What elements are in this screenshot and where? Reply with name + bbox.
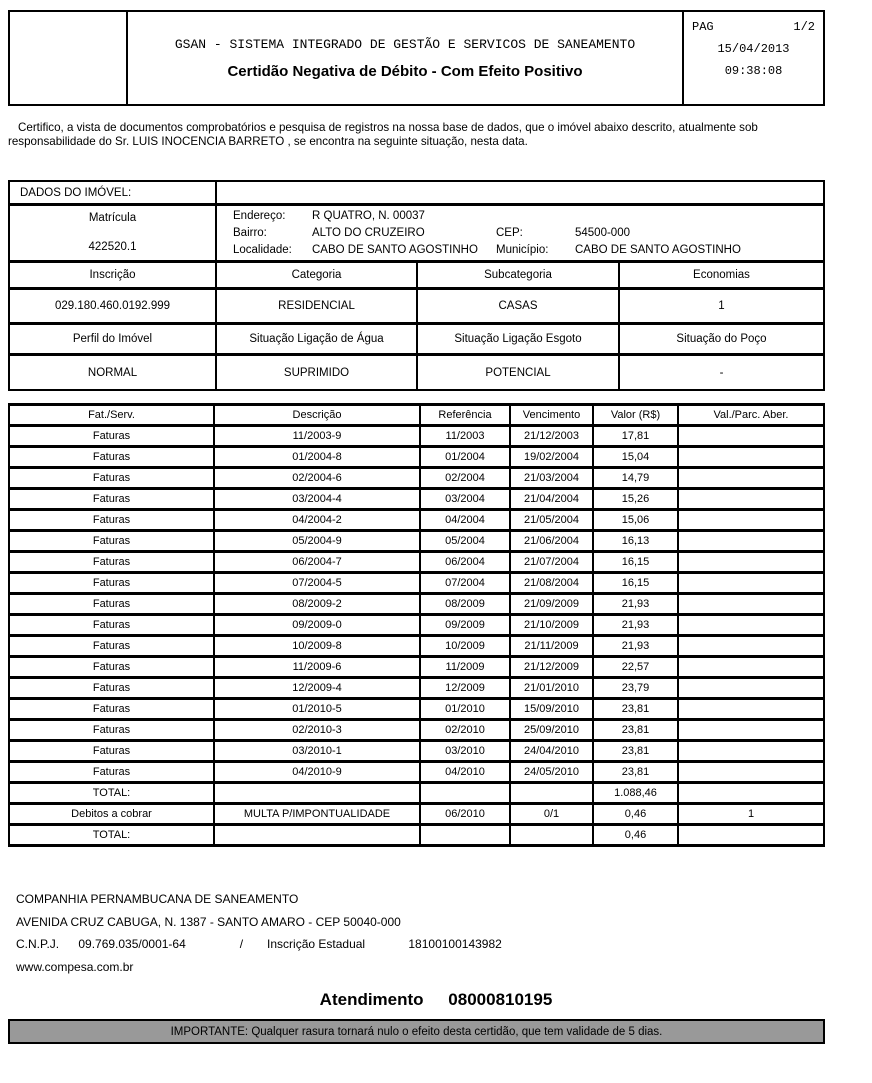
table-cell: 16,15 [593,552,678,573]
table-cell: 15/09/2010 [510,699,593,720]
inscricao-estadual-label: Inscrição Estadual [267,937,366,951]
table-cell: 12/2009-4 [214,678,420,699]
situacao-agua-header: Situação Ligação de Água [217,325,418,353]
table-cell: 21/08/2004 [510,573,593,594]
table-cell: 23,81 [593,762,678,783]
table-cell: 1.088,46 [593,783,678,804]
table-cell [678,573,824,594]
table-cell: 05/2004-9 [214,531,420,552]
cnpj-line [16,933,502,956]
table-cell: 21/01/2010 [510,678,593,699]
table-cell: 07/2004-5 [214,573,420,594]
table-cell [678,741,824,762]
table-cell: 14,79 [593,468,678,489]
table-cell: 02/2010-3 [214,720,420,741]
page-info-box [684,12,823,104]
table-cell: 01/2010 [420,699,510,720]
situacao-agua-value: SUPRIMIDO [217,356,418,389]
table-cell: 24/05/2010 [510,762,593,783]
charges-header-row [9,405,824,426]
table-cell [678,762,824,783]
company-address: AVENIDA CRUZ CABUGA, N. 1387 - SANTO AMARO - CEP 50040-000 [16,914,401,929]
table-cell: Faturas [9,594,214,615]
table-cell: Faturas [9,552,214,573]
localidade-value: CABO DE SANTO AGOSTINHO [312,244,478,256]
table-cell: Faturas [9,531,214,552]
table-cell [678,552,824,573]
categoria-value: RESIDENCIAL [217,290,418,322]
table-cell: 23,79 [593,678,678,699]
table-cell: 08/2009-2 [214,594,420,615]
system-title: GSAN - SISTEMA INTEGRADO DE GESTÃO E SERVICOS DE SANEAMENTO [174,36,636,52]
matricula-value: 422520.1 [88,241,137,253]
table-cell: 06/2004-7 [214,552,420,573]
table-row [9,657,824,678]
certification-line-2: responsabilidade do Sr. LUIS INOCENCIA BARRETO , se encontra na seguinte situação, nesta data. [8,134,528,148]
table-row [9,720,824,741]
table-row [9,699,824,720]
page-title: Certidão Negativa de Débito - Com Efeito Positivo [227,62,583,80]
table-cell: Faturas [9,468,214,489]
table-cell: 07/2004 [420,573,510,594]
table-row [9,678,824,699]
table-cell: 06/2004 [420,552,510,573]
table-cell: 03/2004-4 [214,489,420,510]
table-cell [678,489,824,510]
table-row [9,468,824,489]
important-notice-bar [8,1019,825,1044]
table-cell: Faturas [9,573,214,594]
table-row [9,594,824,615]
table-row [9,783,824,804]
table-cell: 23,81 [593,720,678,741]
cnpj-label: C.N.P.J. [16,937,60,951]
report-time: 09:38:08 [724,64,783,78]
situacao-poco-value: - [719,366,724,379]
table-cell [420,783,510,804]
bairro-value: ALTO DO CRUZEIRO [312,227,425,239]
table-cell: MULTA P/IMPONTUALIDADE [214,804,420,825]
table-cell [678,531,824,552]
table-row [9,804,824,825]
table-cell: TOTAL: [9,783,214,804]
table-cell: 0,46 [593,804,678,825]
table-cell [678,510,824,531]
perfil-value: NORMAL [10,356,217,389]
table-cell: 01/2004 [420,447,510,468]
table-cell: 08/2009 [420,594,510,615]
table-cell: 15,04 [593,447,678,468]
table-cell: Faturas [9,657,214,678]
table-row [9,636,824,657]
report-header [8,10,825,106]
endereco-value: R QUATRO, N. 00037 [312,210,425,222]
table-cell: Faturas [9,615,214,636]
table-cell: 21/03/2004 [510,468,593,489]
table-cell: 21/07/2004 [510,552,593,573]
pag-label: PAG [692,20,714,34]
table-row [9,489,824,510]
table-cell [214,783,420,804]
page-number: 1/2 [793,20,815,34]
table-cell [678,468,824,489]
table-cell: 21/06/2004 [510,531,593,552]
table-cell [678,615,824,636]
table-row [9,615,824,636]
table-cell: 15,26 [593,489,678,510]
table-cell: 23,81 [593,699,678,720]
table-cell: 10/2009 [420,636,510,657]
perfil-header: Perfil do Imóvel [10,325,217,353]
table-cell: Faturas [9,447,214,468]
property-section-title-spacer [217,182,823,203]
table-cell [678,447,824,468]
categoria-header: Categoria [217,263,418,287]
report-date: 15/04/2013 [717,42,790,56]
certification-text [8,121,866,148]
table-cell: 03/2010 [420,741,510,762]
table-cell: Faturas [9,678,214,699]
table-cell: 04/2004 [420,510,510,531]
table-cell: 0,46 [593,825,678,846]
table-cell: 11/2009 [420,657,510,678]
table-cell: 01/2010-5 [214,699,420,720]
table-cell: 02/2004 [420,468,510,489]
table-cell: 09/2009-0 [214,615,420,636]
table-row [9,762,824,783]
property-section-title: DADOS DO IMÓVEL: [10,182,217,203]
table-cell: 0/1 [510,804,593,825]
property-data-table [8,180,825,391]
table-cell: 21/12/2009 [510,657,593,678]
table-cell [678,678,824,699]
situacao-esgoto-value: POTENCIAL [418,356,620,389]
inscricao-value: 029.180.460.0192.999 [10,290,217,322]
cnpj-value: 09.769.035/0001-64 [78,937,186,951]
table-cell: 12/2009 [420,678,510,699]
table-row [9,741,824,762]
table-cell: 19/02/2004 [510,447,593,468]
table-cell [678,426,824,447]
table-cell: 04/2010 [420,762,510,783]
header-titles [128,12,684,104]
table-cell: 11/2003 [420,426,510,447]
situacao-poco-header: Situação do Poço [676,333,767,345]
economias-header: Economias [693,269,750,281]
table-cell: 02/2004-6 [214,468,420,489]
table-row [9,552,824,573]
table-cell [420,825,510,846]
table-cell: 21/10/2009 [510,615,593,636]
charges-table [8,403,825,847]
table-cell: 1 [678,804,824,825]
atendimento-line [0,990,872,1010]
table-cell: 02/2010 [420,720,510,741]
table-cell: Faturas [9,720,214,741]
col-header-fat-serv: Fat./Serv. [9,405,214,426]
table-cell [678,657,824,678]
table-cell: Faturas [9,699,214,720]
company-name: COMPANHIA PERNAMBUCANA DE SANEAMENTO [16,892,299,906]
atendimento-label: Atendimento [319,990,424,1009]
table-cell: Faturas [9,762,214,783]
table-cell: Faturas [9,510,214,531]
table-cell [510,825,593,846]
table-cell: 21,93 [593,615,678,636]
col-header-referencia: Referência [420,405,510,426]
atendimento-phone: 08000810195 [448,990,553,1009]
table-cell [678,636,824,657]
table-cell: Debitos a cobrar [9,804,214,825]
certification-line-1: Certifico, a vista de documentos comprobatórios e pesquisa de registros na nossa base de dados, que o imóvel abaixo descrito, atualmente sob [18,121,758,134]
endereco-label: Endereço: [233,210,286,222]
table-cell: Faturas [9,636,214,657]
table-cell: 21,93 [593,636,678,657]
inscricao-header: Inscrição [10,263,217,287]
logo-placeholder [10,12,128,104]
table-row [9,825,824,846]
table-cell: 03/2004 [420,489,510,510]
subcategoria-value: CASAS [418,290,620,322]
table-cell: 09/2009 [420,615,510,636]
table-cell: 01/2004-8 [214,447,420,468]
inscricao-estadual-value: 18100100143982 [408,937,502,951]
bairro-label: Bairro: [233,227,267,239]
table-cell: 04/2004-2 [214,510,420,531]
municipio-label: Município: [496,244,549,256]
table-cell: Faturas [9,426,214,447]
cep-label: CEP: [496,227,523,239]
table-cell: 23,81 [593,741,678,762]
cep-value: 54500-000 [575,227,630,239]
table-cell: 04/2010-9 [214,762,420,783]
table-row [9,510,824,531]
table-row [9,426,824,447]
matricula-cell [10,206,217,260]
table-cell: 21/05/2004 [510,510,593,531]
municipio-value: CABO DE SANTO AGOSTINHO [575,244,741,256]
matricula-label: Matrícula [88,212,137,224]
table-cell: TOTAL: [9,825,214,846]
table-cell [510,783,593,804]
table-cell: 24/04/2010 [510,741,593,762]
table-cell: 06/2010 [420,804,510,825]
table-cell: 21/04/2004 [510,489,593,510]
website: www.compesa.com.br [16,959,134,974]
important-notice-text: IMPORTANTE: Qualquer rasura tornará nulo o efeito desta certidão, que tem validade de 5 dias. [170,1025,663,1038]
cnpj-ie-separator: / [239,937,244,951]
table-cell: 10/2009-8 [214,636,420,657]
col-header-vencimento: Vencimento [510,405,593,426]
col-header-descricao: Descrição [214,405,420,426]
table-cell: 25/09/2010 [510,720,593,741]
company-footer [16,888,502,978]
table-cell: 05/2004 [420,531,510,552]
col-header-val-parc-aber: Val./Parc. Aber. [678,405,824,426]
table-cell: 21/12/2003 [510,426,593,447]
table-cell: 21,93 [593,594,678,615]
table-cell: 16,13 [593,531,678,552]
table-cell [678,594,824,615]
table-row [9,573,824,594]
table-cell: 22,57 [593,657,678,678]
table-cell: 21/11/2009 [510,636,593,657]
subcategoria-header: Subcategoria [418,263,620,287]
table-row [9,531,824,552]
table-cell: 11/2009-6 [214,657,420,678]
situacao-esgoto-header: Situação Ligação Esgoto [418,325,620,353]
table-cell [678,699,824,720]
economias-value: 1 [718,300,725,312]
localidade-label: Localidade: [233,244,292,256]
table-cell: 21/09/2009 [510,594,593,615]
table-cell [678,720,824,741]
table-cell [678,783,824,804]
col-header-valor: Valor (R$) [593,405,678,426]
table-cell [678,825,824,846]
table-cell: Faturas [9,741,214,762]
table-row [9,447,824,468]
table-cell: 17,81 [593,426,678,447]
table-cell: 11/2003-9 [214,426,420,447]
table-cell: 16,15 [593,573,678,594]
address-cell [217,206,823,260]
charges-table-body [9,426,824,846]
table-cell: 15,06 [593,510,678,531]
table-cell: Faturas [9,489,214,510]
table-cell: 03/2010-1 [214,741,420,762]
table-cell [214,825,420,846]
